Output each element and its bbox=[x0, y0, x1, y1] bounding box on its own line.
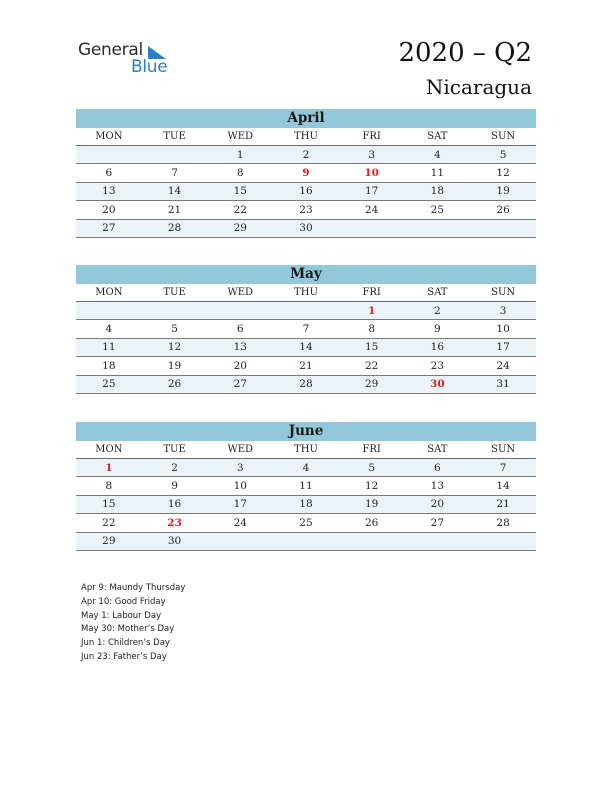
page-subtitle: Nicaragua bbox=[425, 75, 532, 99]
day-cell: 13 bbox=[76, 182, 142, 200]
holiday-note: Apr 10: Good Friday bbox=[81, 596, 166, 607]
day-cell: 15 bbox=[339, 338, 405, 356]
day-cell: 24 bbox=[470, 357, 536, 375]
day-cell: 22 bbox=[76, 514, 142, 532]
day-cell: 9 bbox=[142, 477, 208, 495]
holiday-note: May 30: Mother’s Day bbox=[81, 624, 175, 635]
day-cell: 16 bbox=[273, 182, 339, 200]
brand-logo bbox=[78, 40, 178, 80]
day-cell: 7 bbox=[470, 459, 536, 477]
weekday-header: SUN bbox=[470, 441, 536, 459]
week-row bbox=[76, 146, 536, 164]
day-cell: 15 bbox=[207, 182, 273, 200]
day-cell: 17 bbox=[470, 338, 536, 356]
day-cell: 7 bbox=[273, 320, 339, 338]
day-cell: 5 bbox=[339, 459, 405, 477]
day-cell: 4 bbox=[273, 459, 339, 477]
day-cell: 14 bbox=[273, 338, 339, 356]
day-cell: 12 bbox=[470, 164, 536, 182]
weekday-header: WED bbox=[207, 441, 273, 459]
day-cell: 17 bbox=[207, 495, 273, 513]
day-cell: 23 bbox=[405, 357, 471, 375]
day-cell: 9 bbox=[405, 320, 471, 338]
holiday-note: Jun 1: Children’s Day bbox=[81, 638, 170, 649]
day-cell: 19 bbox=[339, 495, 405, 513]
weekday-header: SAT bbox=[405, 284, 471, 302]
day-cell: 27 bbox=[405, 514, 471, 532]
day-cell: 29 bbox=[207, 219, 273, 237]
month-header: April bbox=[76, 109, 536, 128]
page-title: 2020 – Q2 bbox=[398, 38, 532, 68]
day-cell: 25 bbox=[76, 375, 142, 393]
empty-cell bbox=[207, 302, 273, 320]
day-cell: 26 bbox=[142, 375, 208, 393]
weekday-header: SAT bbox=[405, 441, 471, 459]
week-row bbox=[76, 201, 536, 219]
day-cell: 15 bbox=[76, 495, 142, 513]
empty-cell bbox=[405, 219, 471, 237]
weekday-header: THU bbox=[273, 441, 339, 459]
day-cell: 21 bbox=[273, 357, 339, 375]
day-cell: 20 bbox=[405, 495, 471, 513]
day-cell: 18 bbox=[273, 495, 339, 513]
month-april bbox=[76, 109, 536, 238]
day-cell: 14 bbox=[142, 182, 208, 200]
day-cell: 5 bbox=[142, 320, 208, 338]
weekday-header: FRI bbox=[339, 284, 405, 302]
empty-cell bbox=[405, 532, 471, 550]
day-cell: 6 bbox=[76, 164, 142, 182]
day-cell: 21 bbox=[142, 201, 208, 219]
day-cell: 25 bbox=[273, 514, 339, 532]
day-cell: 28 bbox=[273, 375, 339, 393]
weekday-header: FRI bbox=[339, 441, 405, 459]
holiday-note: Apr 9: Maundy Thursday bbox=[81, 583, 186, 593]
weekday-header: MON bbox=[76, 128, 142, 146]
day-cell: 10 bbox=[339, 164, 405, 182]
week-row bbox=[76, 164, 536, 182]
day-cell: 28 bbox=[142, 219, 208, 237]
week-row bbox=[76, 357, 536, 375]
day-cell: 17 bbox=[339, 182, 405, 200]
day-cell: 11 bbox=[76, 338, 142, 356]
month-table bbox=[76, 284, 536, 394]
day-cell: 12 bbox=[142, 338, 208, 356]
day-cell: 29 bbox=[339, 375, 405, 393]
day-cell: 19 bbox=[470, 182, 536, 200]
month-june bbox=[76, 422, 536, 551]
day-cell: 28 bbox=[470, 514, 536, 532]
day-cell: 2 bbox=[405, 302, 471, 320]
day-cell: 8 bbox=[207, 164, 273, 182]
weekday-header: MON bbox=[76, 441, 142, 459]
day-cell: 4 bbox=[405, 146, 471, 164]
day-cell: 2 bbox=[142, 459, 208, 477]
week-row bbox=[76, 459, 536, 477]
month-may bbox=[76, 265, 536, 394]
day-cell: 30 bbox=[405, 375, 471, 393]
day-cell: 4 bbox=[76, 320, 142, 338]
weekday-header: THU bbox=[273, 284, 339, 302]
empty-cell bbox=[76, 146, 142, 164]
day-cell: 24 bbox=[339, 201, 405, 219]
weekday-header: TUE bbox=[142, 128, 208, 146]
day-cell: 21 bbox=[470, 495, 536, 513]
day-cell: 25 bbox=[405, 201, 471, 219]
empty-cell bbox=[207, 532, 273, 550]
logo-word-blue: Blue bbox=[131, 57, 168, 77]
day-cell: 6 bbox=[405, 459, 471, 477]
empty-cell bbox=[76, 302, 142, 320]
month-header: May bbox=[76, 265, 536, 284]
week-row bbox=[76, 302, 536, 320]
day-cell: 2 bbox=[273, 146, 339, 164]
month-table bbox=[76, 441, 536, 551]
day-cell: 16 bbox=[142, 495, 208, 513]
week-row bbox=[76, 375, 536, 393]
month-header: June bbox=[76, 422, 536, 441]
week-row bbox=[76, 338, 536, 356]
weekday-header: FRI bbox=[339, 128, 405, 146]
month-table bbox=[76, 128, 536, 238]
day-cell: 31 bbox=[470, 375, 536, 393]
day-cell: 23 bbox=[273, 201, 339, 219]
day-cell: 20 bbox=[207, 357, 273, 375]
day-cell: 22 bbox=[339, 357, 405, 375]
weekday-header: SAT bbox=[405, 128, 471, 146]
day-cell: 30 bbox=[273, 219, 339, 237]
holiday-notes bbox=[81, 582, 185, 665]
day-cell: 6 bbox=[207, 320, 273, 338]
day-cell: 23 bbox=[142, 514, 208, 532]
day-cell: 1 bbox=[207, 146, 273, 164]
day-cell: 13 bbox=[207, 338, 273, 356]
empty-cell bbox=[339, 532, 405, 550]
weekday-header: TUE bbox=[142, 284, 208, 302]
day-cell: 11 bbox=[405, 164, 471, 182]
weekday-header: TUE bbox=[142, 441, 208, 459]
day-cell: 24 bbox=[207, 514, 273, 532]
week-row bbox=[76, 514, 536, 532]
day-cell: 14 bbox=[470, 477, 536, 495]
day-cell: 8 bbox=[339, 320, 405, 338]
week-row bbox=[76, 219, 536, 237]
day-cell: 10 bbox=[207, 477, 273, 495]
day-cell: 16 bbox=[405, 338, 471, 356]
day-cell: 3 bbox=[207, 459, 273, 477]
day-cell: 10 bbox=[470, 320, 536, 338]
holiday-note: Jun 23: Father’s Day bbox=[81, 651, 167, 662]
weekday-header: WED bbox=[207, 128, 273, 146]
empty-cell bbox=[470, 219, 536, 237]
empty-cell bbox=[142, 146, 208, 164]
day-cell: 19 bbox=[142, 357, 208, 375]
day-cell: 11 bbox=[273, 477, 339, 495]
day-cell: 27 bbox=[207, 375, 273, 393]
day-cell: 5 bbox=[470, 146, 536, 164]
day-cell: 22 bbox=[207, 201, 273, 219]
day-cell: 27 bbox=[76, 219, 142, 237]
day-cell: 30 bbox=[142, 532, 208, 550]
day-cell: 1 bbox=[76, 459, 142, 477]
weekday-header: MON bbox=[76, 284, 142, 302]
day-cell: 12 bbox=[339, 477, 405, 495]
day-cell: 7 bbox=[142, 164, 208, 182]
day-cell: 9 bbox=[273, 164, 339, 182]
empty-cell bbox=[470, 532, 536, 550]
empty-cell bbox=[273, 302, 339, 320]
weekday-header: WED bbox=[207, 284, 273, 302]
logo-word-general: General bbox=[78, 40, 143, 60]
day-cell: 3 bbox=[470, 302, 536, 320]
week-row bbox=[76, 495, 536, 513]
week-row bbox=[76, 477, 536, 495]
day-cell: 20 bbox=[76, 201, 142, 219]
holiday-note: May 1: Labour Day bbox=[81, 610, 162, 621]
weekday-header: SUN bbox=[470, 284, 536, 302]
day-cell: 3 bbox=[339, 146, 405, 164]
week-row bbox=[76, 182, 536, 200]
day-cell: 26 bbox=[470, 201, 536, 219]
week-row bbox=[76, 532, 536, 550]
empty-cell bbox=[142, 302, 208, 320]
day-cell: 29 bbox=[76, 532, 142, 550]
day-cell: 1 bbox=[339, 302, 405, 320]
week-row bbox=[76, 320, 536, 338]
day-cell: 13 bbox=[405, 477, 471, 495]
day-cell: 8 bbox=[76, 477, 142, 495]
day-cell: 18 bbox=[405, 182, 471, 200]
weekday-header: THU bbox=[273, 128, 339, 146]
empty-cell bbox=[273, 532, 339, 550]
day-cell: 18 bbox=[76, 357, 142, 375]
weekday-header: SUN bbox=[470, 128, 536, 146]
day-cell: 26 bbox=[339, 514, 405, 532]
empty-cell bbox=[339, 219, 405, 237]
